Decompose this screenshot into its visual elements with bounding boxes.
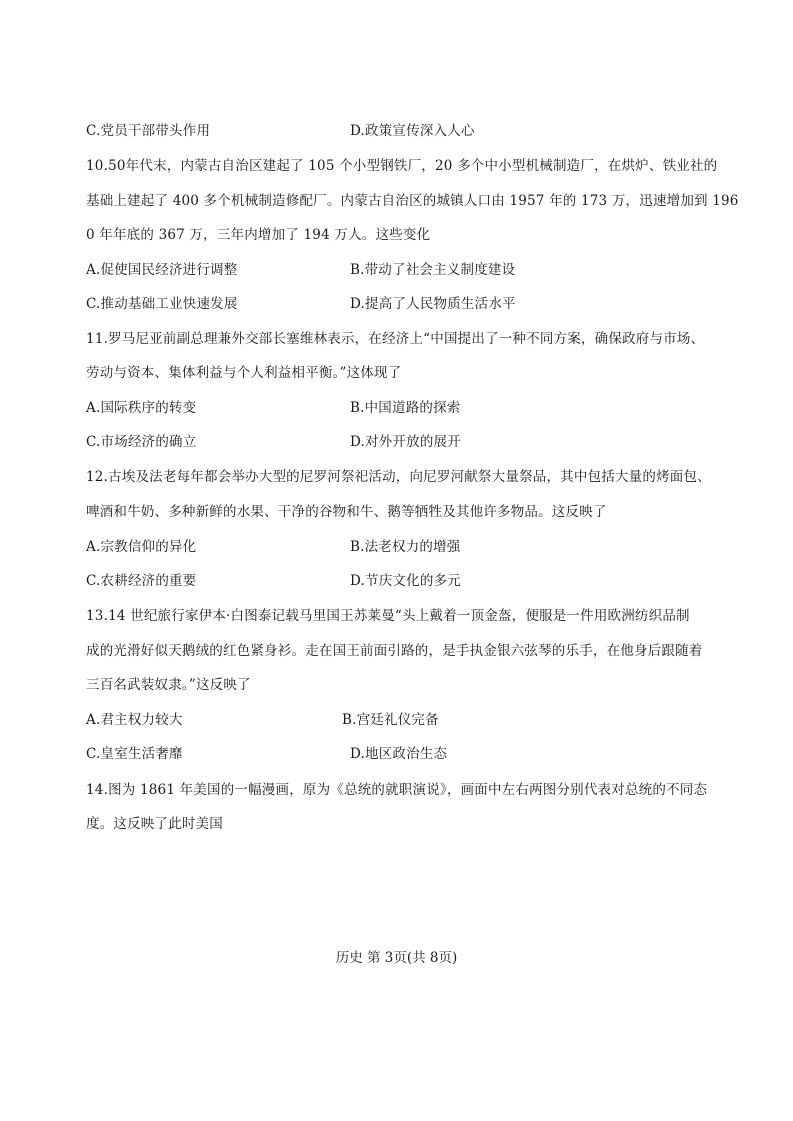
q10-stem-line-2: 基础上建起了 400 多个机械制造修配厂。内蒙古自治区的城镇人口由 1957 年的 173 万，迅速增加到 196: [86, 193, 739, 209]
q13-option-d: D.地区政治生态: [350, 746, 448, 762]
q10-option-c: C.推动基础工业快速发展: [86, 296, 238, 312]
q12-option-b: B.法老权力的增强: [350, 539, 461, 555]
q13-stem-line-1: 13.14 世纪旅行家伊本·白图泰记载马里国王苏莱曼“头上戴着一顶金盔，便服是一件用欧洲纺织品制: [86, 608, 690, 624]
q13-option-c: C.皇室生活奢靡: [86, 746, 183, 762]
q10-option-b: B.带动了社会主义制度建设: [350, 262, 516, 278]
q13-stem-line-3: 三百名武装奴隶。”这反映了: [86, 677, 251, 693]
q11-option-c: C.市场经济的确立: [86, 434, 197, 450]
q10-stem-line-1: 10.50年代末，内蒙古自治区建起了 105 个小型钢铁厂，20 多个中小型机械制造厂，在烘炉、铁业社的: [86, 158, 718, 174]
page-footer: 历史 第 3页(共 8页): [335, 950, 458, 966]
q11-option-b: B.中国道路的探索: [350, 400, 461, 416]
q12-option-d: D.节庆文化的多元: [350, 573, 461, 589]
q10-option-a: A.促使国民经济进行调整: [86, 262, 238, 278]
q14-stem-line-1: 14.图为 1861 年美国的一幅漫画，原为《总统的就职演说》，画面中左右两图分别代表对总统的不同态: [86, 782, 708, 798]
q11-stem-line-2: 劳动与资本、集体利益与个人利益相平衡。”这体现了: [86, 365, 402, 381]
q11-stem-line-1: 11.罗马尼亚前副总理兼外交部长塞维林表示，在经济上“中国提出了一种不同方案，确保政府与市场、: [86, 331, 705, 347]
q10-option-d: D.提高了人民物质生活水平: [350, 296, 516, 312]
q12-option-a: A.宗教信仰的异化: [86, 539, 197, 555]
q11-option-d: D.对外开放的展开: [350, 434, 461, 450]
q14-stem-line-2: 度。这反映了此时美国: [86, 816, 223, 832]
q13-stem-line-2: 成的光滑好似天鹅绒的红色紧身衫。走在国王前面引路的，是手执金银六弦琴的乐手，在他身后跟随着: [86, 643, 703, 659]
q13-option-a: A.君主权力较大: [86, 712, 183, 728]
q9-option-d: D.政策宣传深入人心: [350, 123, 475, 139]
q12-stem-line-1: 12.古埃及法老每年都会举办大型的尼罗河祭祀活动，向尼罗河献祭大量祭品，其中包括大量的烤面包、: [86, 469, 711, 485]
q11-option-a: A.国际秩序的转变: [86, 400, 197, 416]
q12-stem-line-2: 啤酒和牛奶、多种新鲜的水果、干净的谷物和牛、鹅等牺牲及其他许多物品。这反映了: [86, 504, 607, 520]
q10-stem-line-3: 0 年年底的 367 万，三年内增加了 194 万人。这些变化: [86, 227, 431, 243]
q13-option-b: B.宫廷礼仪完备: [342, 712, 439, 728]
q12-option-c: C.农耕经济的重要: [86, 573, 197, 589]
q9-option-c: C.党员干部带头作用: [86, 123, 211, 139]
